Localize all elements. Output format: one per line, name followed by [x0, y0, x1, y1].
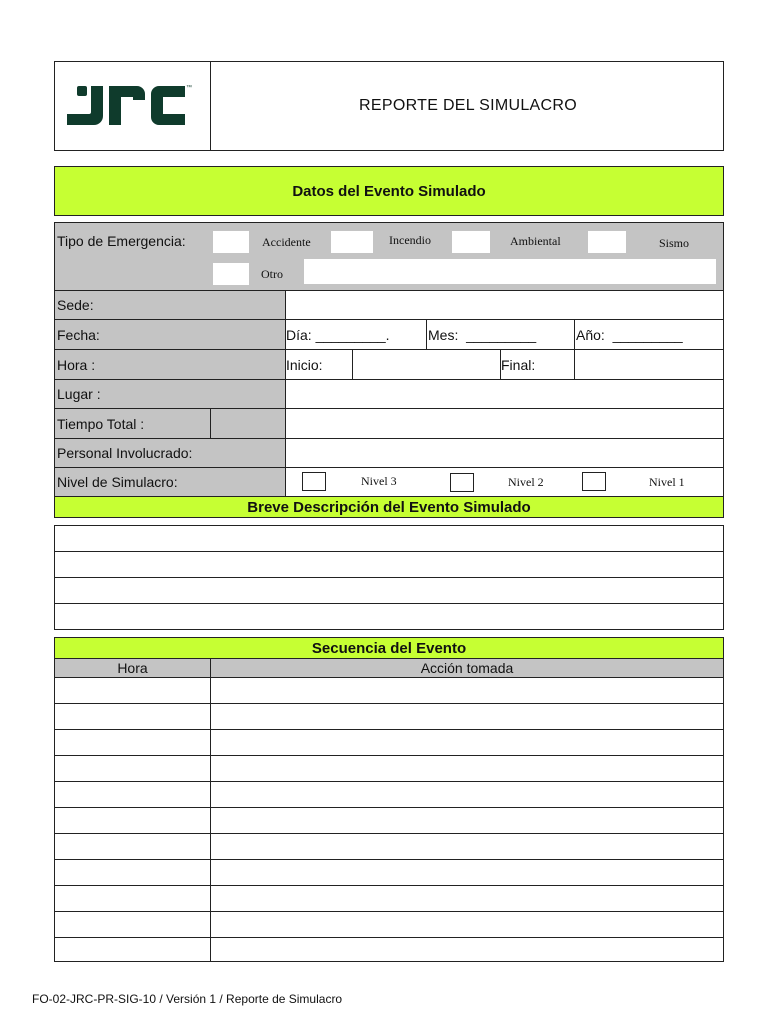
- otro-checkbox[interactable]: [213, 263, 249, 285]
- personal-field[interactable]: [286, 439, 723, 468]
- accion-cell[interactable]: [211, 730, 723, 755]
- nivel-label: Nivel de Simulacro:: [55, 468, 286, 497]
- hora-cell[interactable]: [55, 808, 211, 833]
- datos-form: [54, 222, 724, 518]
- table-row: [55, 782, 723, 808]
- nivel1-label: Nivel 1: [649, 475, 685, 489]
- otro-label: Otro: [261, 267, 283, 281]
- incendio-checkbox[interactable]: [331, 231, 373, 253]
- accion-cell[interactable]: [211, 678, 723, 703]
- tiempo-label: Tiempo Total :: [55, 409, 211, 439]
- table-row: [55, 938, 723, 961]
- section-title-datos: Datos del Evento Simulado: [54, 166, 724, 216]
- table-row: [55, 756, 723, 782]
- accion-cell[interactable]: [211, 886, 723, 911]
- hora-cell[interactable]: [55, 730, 211, 755]
- lugar-label: Lugar :: [55, 380, 286, 409]
- tiempo-extra-field[interactable]: [286, 409, 723, 439]
- hora-cell[interactable]: [55, 938, 211, 961]
- table-row: [55, 730, 723, 756]
- ambiental-checkbox[interactable]: [452, 231, 490, 253]
- fecha-label: Fecha:: [55, 320, 286, 350]
- hora-cell[interactable]: [55, 912, 211, 937]
- accion-cell[interactable]: [211, 704, 723, 729]
- inicio-field[interactable]: [353, 350, 501, 380]
- nivel1-checkbox[interactable]: [582, 472, 606, 491]
- nivel3-checkbox[interactable]: [302, 472, 326, 491]
- personal-label: Personal Involucrado:: [55, 439, 286, 468]
- sede-label: Sede:: [55, 291, 286, 320]
- nivel2-label: Nivel 2: [508, 475, 544, 489]
- descripcion-line[interactable]: [55, 604, 723, 629]
- table-row: [55, 860, 723, 886]
- accidente-label: Accidente: [262, 235, 311, 249]
- sede-field[interactable]: [286, 291, 723, 320]
- ambiental-label: Ambiental: [510, 234, 561, 248]
- accion-cell[interactable]: [211, 834, 723, 859]
- sismo-checkbox[interactable]: [588, 231, 626, 253]
- hora-cell[interactable]: [55, 678, 211, 703]
- anio-field[interactable]: Año: _________: [575, 320, 723, 350]
- hora-cell[interactable]: [55, 782, 211, 807]
- hora-label: Hora :: [55, 350, 286, 380]
- accion-cell[interactable]: [211, 782, 723, 807]
- secuencia-table: [54, 637, 724, 962]
- descripcion-box: [54, 525, 724, 630]
- nivel3-label: Nivel 3: [361, 474, 397, 488]
- accion-cell[interactable]: [211, 756, 723, 781]
- nivel2-checkbox[interactable]: [450, 473, 474, 492]
- hora-cell[interactable]: [55, 886, 211, 911]
- mes-field[interactable]: Mes: _________: [427, 320, 575, 350]
- logo-tm: ™: [186, 85, 192, 91]
- hora-cell[interactable]: [55, 860, 211, 885]
- header-box: [54, 61, 724, 151]
- accion-cell[interactable]: [211, 860, 723, 885]
- tipo-label: Tipo de Emergencia:: [57, 233, 186, 249]
- table-row: [55, 834, 723, 860]
- accion-cell[interactable]: [211, 938, 723, 961]
- footer-text: FO-02-JRC-PR-SIG-10 / Versión 1 / Reporte de Simulacro: [32, 992, 343, 1006]
- table-row: [55, 808, 723, 834]
- nivel-field: [286, 468, 723, 497]
- logo-cell: [55, 62, 211, 150]
- jrc-logo: [65, 80, 191, 130]
- descripcion-line[interactable]: [55, 552, 723, 578]
- section-title-descripcion: Breve Descripción del Evento Simulado: [55, 497, 723, 517]
- tiempo-field[interactable]: [211, 409, 286, 439]
- tipo-row: [55, 223, 723, 291]
- final-label: Final:: [501, 350, 575, 380]
- final-field[interactable]: [575, 350, 723, 380]
- table-row: [55, 912, 723, 938]
- otro-input[interactable]: [304, 259, 716, 284]
- accion-cell[interactable]: [211, 912, 723, 937]
- section-title-secuencia: Secuencia del Evento: [55, 638, 723, 659]
- hora-cell[interactable]: [55, 834, 211, 859]
- dia-field[interactable]: Día: _________.: [286, 320, 427, 350]
- page-title: REPORTE DEL SIMULACRO: [359, 97, 577, 114]
- incendio-label: Incendio: [389, 233, 431, 247]
- hora-cell[interactable]: [55, 704, 211, 729]
- hora-cell[interactable]: [55, 756, 211, 781]
- col-accion-header: Acción tomada: [211, 659, 723, 678]
- table-row: [55, 678, 723, 704]
- lugar-field[interactable]: [286, 380, 723, 409]
- sismo-label: Sismo: [659, 236, 690, 250]
- inicio-label: Inicio:: [286, 350, 353, 380]
- table-row: [55, 704, 723, 730]
- col-hora-header: Hora: [55, 659, 211, 678]
- accion-cell[interactable]: [211, 808, 723, 833]
- table-row: [55, 886, 723, 912]
- descripcion-line[interactable]: [55, 578, 723, 604]
- accidente-checkbox[interactable]: [213, 231, 249, 253]
- descripcion-line[interactable]: [55, 526, 723, 552]
